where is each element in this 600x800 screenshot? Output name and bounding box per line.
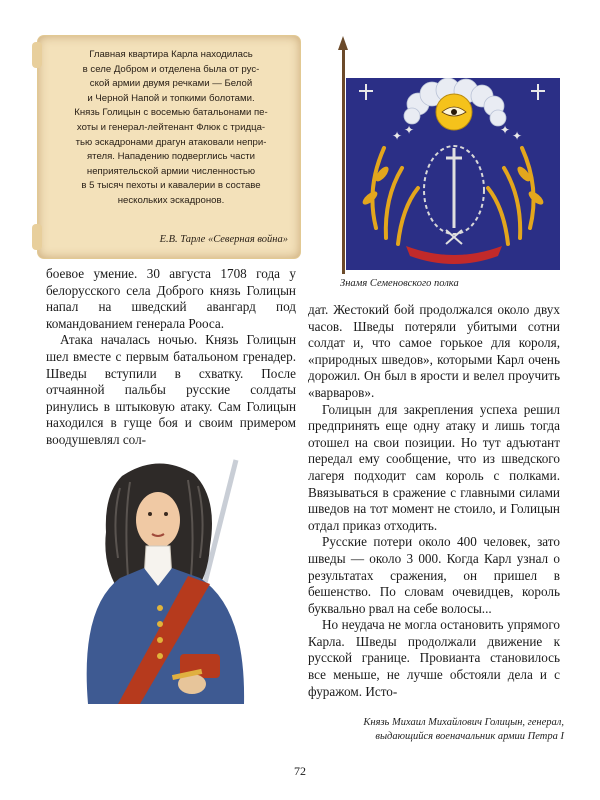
portrait-caption <box>308 716 564 743</box>
quote-line: Главная квартира Карла находилась <box>89 49 253 60</box>
quote-line: и Черной Напой и топкими болотами. <box>87 92 255 104</box>
flag-caption: Знамя Семеновского полка <box>340 278 459 289</box>
paragraph: Голицын для закрепления успеха решил предпринять еще одну атаку и лишь тогда отошел на свои позиции. Но тут адъютант передал ему сообщение, что из шведского лагеря подходит сам король с полками. Ввязываться в сражение с главными силами шведов на тот момент не стоило, и Голицын отдал приказ отходить. <box>308 401 560 533</box>
svg-text:✦: ✦ <box>392 129 403 143</box>
right-text-column <box>308 302 560 700</box>
svg-text:✦: ✦ <box>512 129 523 143</box>
quote-line: в 5 тысяч пехоты и кавалерии в составе <box>81 180 261 192</box>
quote-line: Князь Голицын с восемью батальонами пе- <box>74 107 268 119</box>
caption-line: Князь Михаил Михайлович Голицын, генерал, <box>363 717 564 728</box>
paragraph: боевое умение. 30 августа 1708 года у белорусского села Доброго князь Голицын напал на шведский авангард под командованием генерала Рооса. <box>46 266 296 331</box>
paragraph: дат. Жестокий бой продолжался около двух часов. Шведы потеряли убитыми сотни солдат и, что самое горькое для короля, «природных шведов», которыми Карл очень дорожил. Он был в ярости и велел проучить «варваров». <box>308 302 560 400</box>
svg-text:✦: ✦ <box>404 123 415 137</box>
page-number: 72 <box>294 764 306 778</box>
quote-text <box>58 48 284 209</box>
paragraph: Но неудача не могла остановить упрямого Карла. Шведы продолжали движение к русской границе. Провианта становилось все меньше, не лучше обстояли дела и с фуражом. Исто- <box>308 617 560 699</box>
paragraph: Русские потери около 400 человек, зато шведы — около 3 000. Когда Карл узнал о результатах сражения, он пришел в бешенство. По словам очевидцев, король буквально рвал на себе волосы... <box>308 534 560 616</box>
paragraph: Атака началась ночью. Князь Голицын шел вместе с первым батальоном гренадер. Шведы вступили в схватку. После отчаянной пальбы русские солдаты ринулись в штыковую атаку. Сам Голицын находился в гуще боя и своим примером воодушевлял сол- <box>46 332 296 447</box>
semenovsky-banner-image <box>346 78 560 270</box>
quote-source: Е.В. Тарле «Северная война» <box>159 234 288 245</box>
flag-pole <box>342 42 345 274</box>
quote-line: тью эскадронами драгун атаковали непри- <box>75 136 267 148</box>
quote-line: хоты и генерал-лейтенант Флюк с тридца- <box>76 121 266 133</box>
quote-line: ятеля. Нападению подверглись части <box>86 151 256 163</box>
left-text-column <box>46 266 296 449</box>
quote-line: неприятельской армии численностью <box>86 165 256 177</box>
quote-line: в селе Добром и отделена была от рус- <box>82 63 260 75</box>
quote-line: нескольких эскадронов. <box>117 194 225 206</box>
golitsyn-portrait-image <box>60 458 292 704</box>
quote-line: ской армии двумя речками — Белой <box>89 78 253 90</box>
svg-text:✦: ✦ <box>500 123 511 137</box>
caption-line: выдающийся военачальник армии Петра I <box>375 730 564 742</box>
